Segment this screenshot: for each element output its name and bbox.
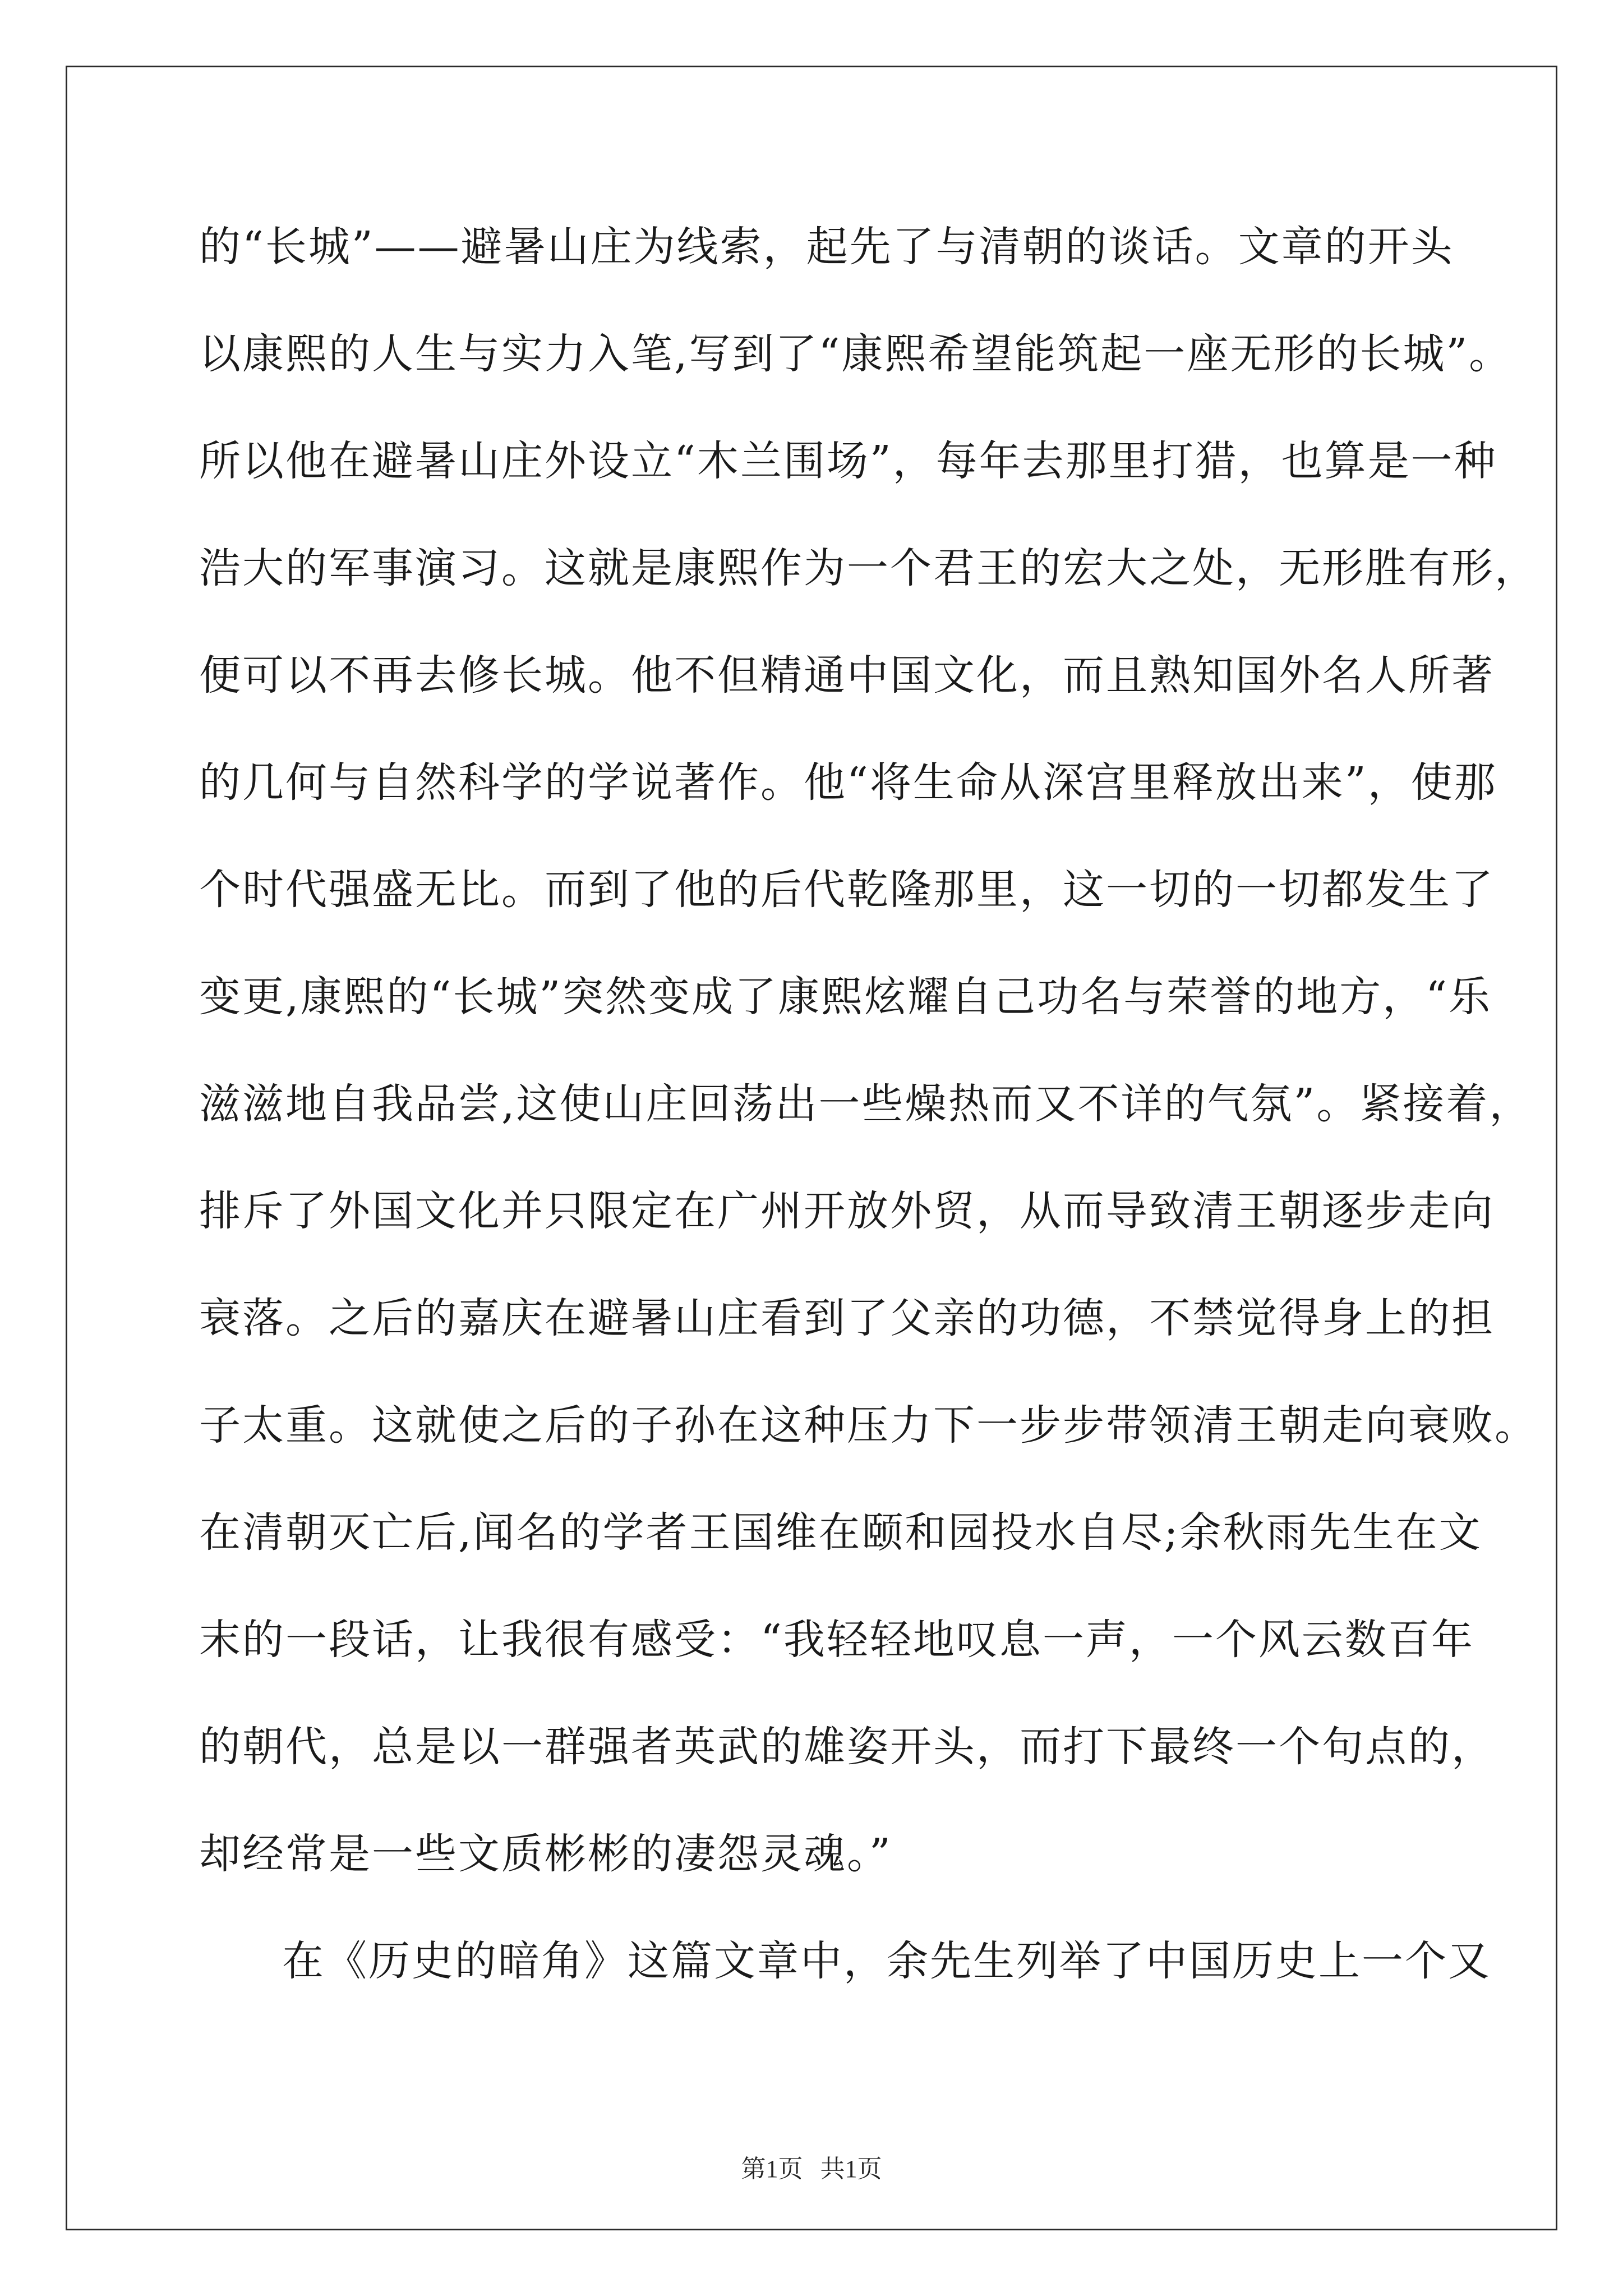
body-line: 变更,康熙的“长城”突然变成了康熙炫耀自己功名与荣誉的地方，“乐 — [199, 973, 1492, 1021]
body-line: 在清朝灭亡后,闻名的学者王国维在颐和园投水自尽;余秋雨先生在文 — [199, 1508, 1482, 1557]
body-line: 的朝代，总是以一群强者英武的雄姿开头，而打下最终一个句点的， — [199, 1723, 1495, 1771]
body-line: 浩大的军事演习。这就是康熙作为一个君王的宏大之处，无形胜有形， — [199, 544, 1538, 592]
body-line: 的“长城”——避暑山庄为线索，起先了与清朝的谈话。文章的开头 — [199, 223, 1454, 271]
body-line: 的几何与自然科学的学说著作。他“将生命从深宫里释放出来”，使那 — [199, 758, 1497, 807]
body-line: 滋滋地自我品尝,这使山庄回荡出一些燥热而又不详的气氛”。紧接着， — [199, 1080, 1533, 1128]
page-total: 共1页 — [820, 2155, 882, 2183]
body-line: 子太重。这就使之后的子孙在这种压力下一步步带领清王朝走向衰败。 — [199, 1401, 1538, 1450]
body-line: 末的一段话，让我很有感受：“我轻轻地叹息一声，一个风云数百年 — [199, 1616, 1474, 1664]
body-line: 以康熙的人生与实力入笔,写到了“康熙希望能筑起一座无形的长城”。 — [199, 330, 1513, 378]
body-line: 所以他在避暑山庄外设立“木兰围场”，每年去那里打猎，也算是一种 — [199, 437, 1497, 485]
body-line: 个时代强盛无比。而到了他的后代乾隆那里，这一切的一切都发生了 — [199, 866, 1495, 914]
page-number: 第1页 — [741, 2155, 803, 2183]
body-line: 却经常是一些文质彬彬的凄怨灵魂。” — [199, 1830, 892, 1878]
paragraph-start-line: 在《历史的暗角》这篇文章中，余先生列举了中国历史上一个又 — [282, 1937, 1491, 1985]
page-footer — [0, 2148, 1623, 2184]
body-line: 便可以不再去修长城。他不但精通中国文化，而且熟知国外名人所著 — [199, 651, 1495, 700]
body-line: 衰落。之后的嘉庆在避暑山庄看到了父亲的功德，不禁觉得身上的担 — [199, 1294, 1495, 1342]
body-line: 排斥了外国文化并只限定在广州开放外贸，从而导致清王朝逐步走向 — [199, 1187, 1495, 1235]
document-body — [199, 219, 1538, 2040]
